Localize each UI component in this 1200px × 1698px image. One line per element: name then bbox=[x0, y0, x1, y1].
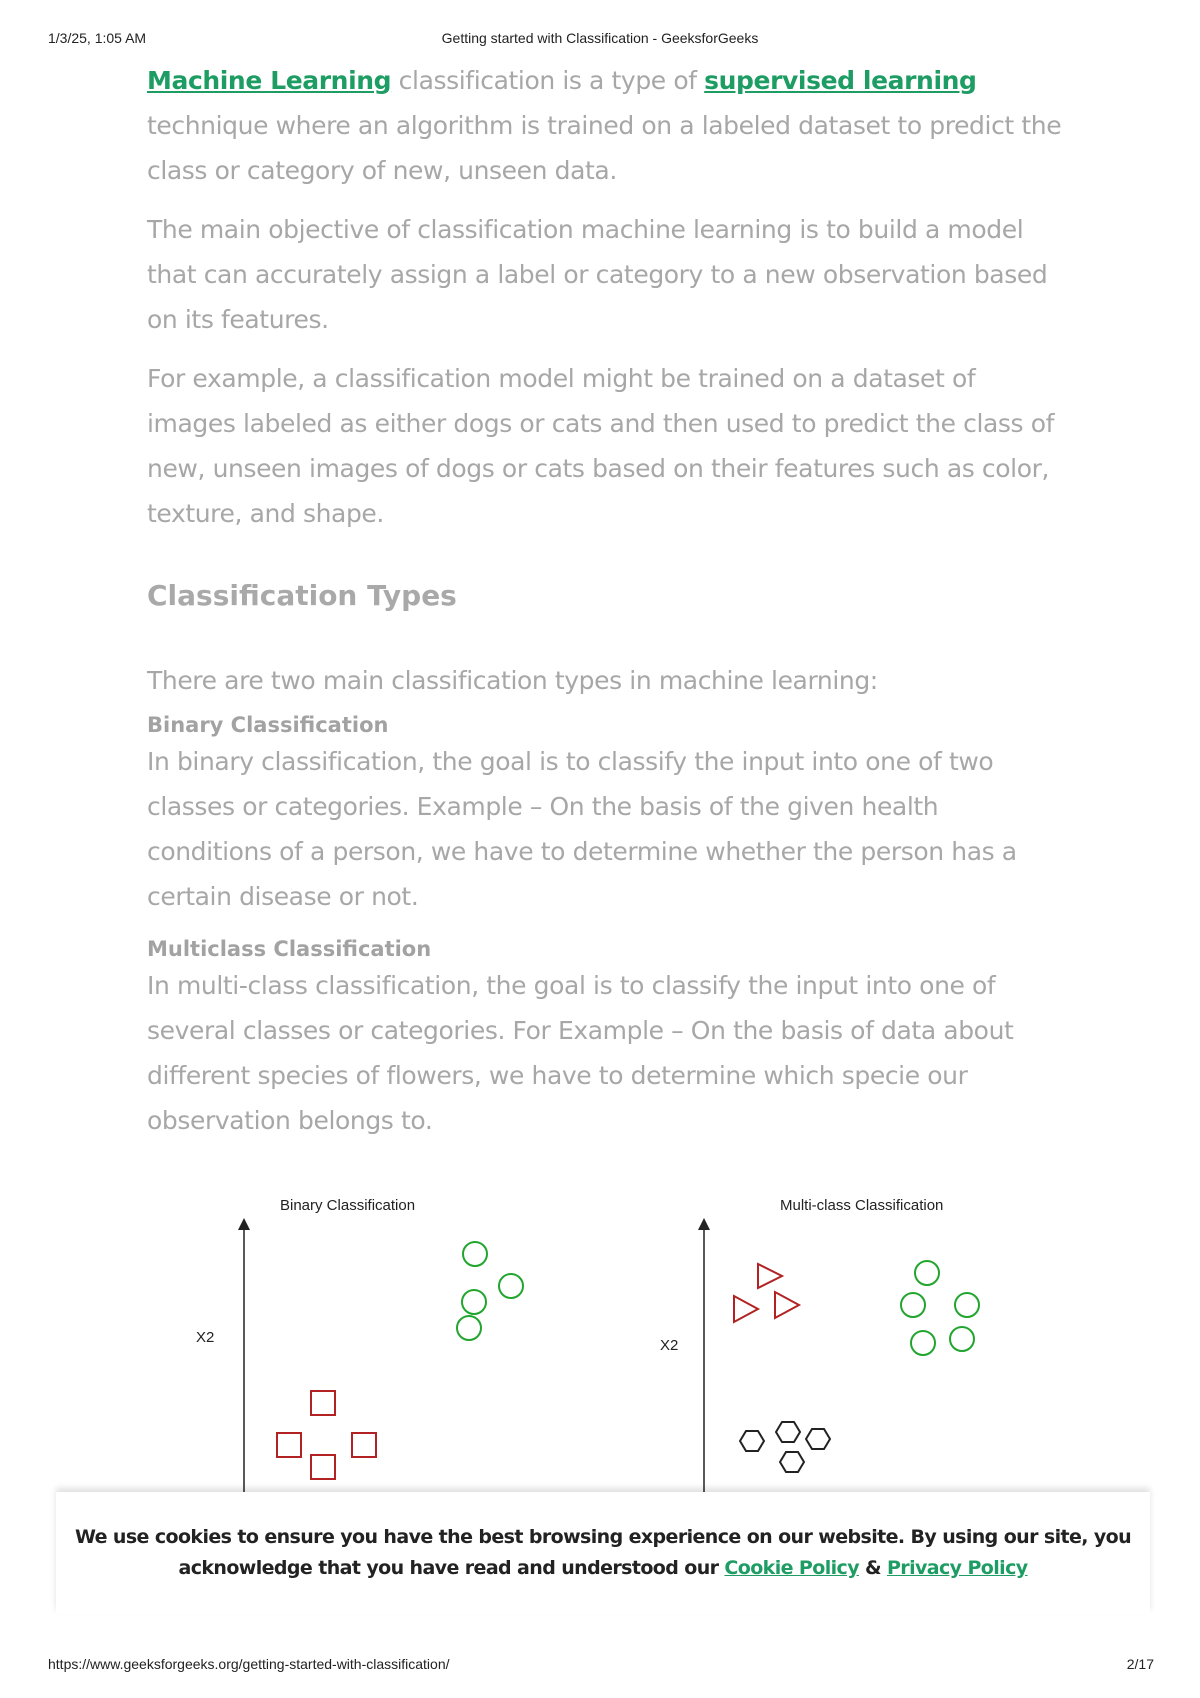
paragraph-example: For example, a classification model might be trained on a dataset of images labeled as either dogs or cats and then used to predict the class of new, unseen images of dogs or cats based on their features such as color, texture, and shape. bbox=[147, 364, 1055, 528]
green-circle bbox=[462, 1290, 486, 1314]
machine-learning-link[interactable]: Machine Learning bbox=[147, 66, 392, 95]
green-circle bbox=[911, 1331, 935, 1355]
left-chart-title: Binary Classification bbox=[280, 1197, 416, 1214]
print-url: https://www.geeksforgeeks.org/getting-started-with-classification/ bbox=[48, 1656, 450, 1672]
classification-figure bbox=[180, 1192, 1040, 1504]
classification-diagram bbox=[180, 1192, 1040, 1504]
right-axis-label: X2 bbox=[660, 1337, 679, 1354]
paragraph-intro bbox=[147, 58, 1062, 193]
p1-text1: classification is a type of bbox=[391, 66, 705, 95]
p1-text2: technique where an algorithm is trained on a labeled dataset to predict the class or category of new, unseen data. bbox=[147, 111, 1062, 185]
red-square bbox=[311, 1391, 335, 1415]
cookie-banner-text bbox=[56, 1522, 1150, 1584]
green-circle bbox=[950, 1327, 974, 1351]
print-datetime: 1/3/25, 1:05 AM bbox=[48, 30, 147, 46]
multiclass-heading: Multiclass Classification bbox=[147, 937, 432, 961]
multiclass-text: In multi-class classification, the goal is to classify the input into one of several classes or categories. For Example – On the basis of data about different species of flowers, we have to determine which specie our observation belongs to. bbox=[147, 971, 1014, 1135]
green-circle bbox=[901, 1293, 925, 1317]
right-red-triangles bbox=[734, 1264, 799, 1322]
article-body bbox=[147, 58, 1062, 1159]
left-green-circles bbox=[457, 1242, 523, 1340]
binary-heading: Binary Classification bbox=[147, 713, 389, 737]
left-red-squares bbox=[277, 1391, 376, 1479]
print-header bbox=[0, 30, 1200, 50]
cookie-text-body: We use cookies to ensure you have the best browsing experience on our website. By using our site, you acknowledge that you have read and understood our bbox=[74, 1526, 1132, 1579]
cookie-policy-link[interactable]: Cookie Policy bbox=[724, 1557, 859, 1579]
black-hexagon bbox=[776, 1422, 800, 1442]
binary-text: In binary classification, the goal is to classify the input into one of two classes or categories. Example – On the basis of the given health conditions of a person, we have to determine whether the person has a certain disease or not. bbox=[147, 747, 1017, 911]
red-square bbox=[352, 1433, 376, 1457]
right-black-hexagons bbox=[740, 1422, 830, 1472]
print-footer bbox=[0, 1656, 1200, 1676]
red-square bbox=[311, 1455, 335, 1479]
cookie-amp: & bbox=[858, 1557, 887, 1579]
red-triangle bbox=[775, 1292, 799, 1318]
red-triangle bbox=[734, 1296, 758, 1322]
print-page-title: Getting started with Classification - GeeksforGeeks bbox=[441, 30, 759, 46]
red-square bbox=[277, 1433, 301, 1457]
supervised-learning-link[interactable]: supervised learning bbox=[704, 66, 977, 95]
print-page-number: 2/17 bbox=[1126, 1656, 1154, 1672]
green-circle bbox=[955, 1293, 979, 1317]
cookie-banner bbox=[56, 1492, 1150, 1614]
black-hexagon bbox=[740, 1431, 764, 1451]
black-hexagon bbox=[780, 1452, 804, 1472]
section-heading: Classification Types bbox=[147, 579, 457, 612]
green-circle bbox=[457, 1316, 481, 1340]
green-circle bbox=[463, 1242, 487, 1266]
green-circle bbox=[499, 1274, 523, 1298]
paragraph-objective: The main objective of classification machine learning is to build a model that can accurately assign a label or category to a new observation based on its features. bbox=[147, 215, 1048, 334]
right-chart-title: Multi-class Classification bbox=[780, 1197, 944, 1214]
red-triangle bbox=[758, 1264, 782, 1288]
right-green-circles bbox=[901, 1261, 979, 1355]
left-axis-label: X2 bbox=[196, 1329, 215, 1346]
privacy-policy-link[interactable]: Privacy Policy bbox=[886, 1557, 1028, 1579]
green-circle bbox=[915, 1261, 939, 1285]
black-hexagon bbox=[806, 1429, 830, 1449]
types-intro: There are two main classification types in machine learning: bbox=[147, 666, 878, 695]
